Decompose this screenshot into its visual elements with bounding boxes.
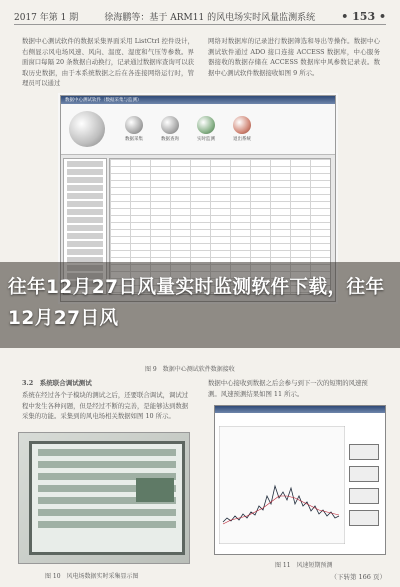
forecast-plot (219, 426, 345, 544)
continued-note: （下转第 166 页） (330, 573, 386, 581)
monitor-button: 实时监测 (195, 116, 217, 142)
monitor-display (29, 441, 185, 555)
body-text-left-top: 数据中心测试软件的数据采集界面采用 ListCtrl 控件设计，右侧显示风电场风速、风向、温度、湿度和气压等参数。界面窗口每隔 20 条数据自动换行，记录通过数据库查询可以获取历史数据，由于本系统数据之后在各连接网络运行时，管理员可以通过 (22, 37, 194, 87)
overlay-title: 往年12月27日风量实时监测软件下载，往年12月27日风 (8, 277, 385, 329)
figure-11-caption: 图 11 风速短期预测 (275, 562, 333, 569)
query-button: 数据查询 (159, 116, 181, 142)
body-text-right-top: 网络对数据库的记录进行数据筛选和导出等操作。数据中心测试软件通过 ADO 接口连接 ACCESS 数据库，中心服务器接收的数据存储在 ACCESS 数据库中风参数记录表。数据中心测试软件数据接收如图 9 所示。 (208, 37, 380, 77)
app-toolbar (123, 116, 253, 142)
running-header (14, 8, 386, 25)
figure-10-photo (18, 432, 190, 564)
body-text-right-bottom: 数据中心接收到数据之后会参与到下一次的短期的风速预测。风速预测结果如图 11 所示。 (208, 379, 368, 398)
header-issue: 2017 年第 1 期 (14, 12, 79, 23)
header-title: 徐海鹏等：基于 ARM11 的风电场实时风量监测系统 (104, 12, 316, 23)
plot-titlebar (215, 406, 385, 413)
reading-block (136, 478, 174, 502)
query-icon (161, 116, 179, 134)
collect-icon (125, 116, 143, 134)
app-titlebar: 数据中心测试软件（数据采集与监测） (61, 96, 335, 104)
prediction-readouts (349, 444, 379, 532)
university-logo-icon (69, 111, 105, 147)
monitor-icon (197, 116, 215, 134)
figure-10-caption: 图 10 风电场数据实时采集显示图 (45, 573, 139, 580)
header-page-number: • 153 • (341, 9, 386, 23)
app-banner (61, 104, 335, 155)
exit-icon (233, 116, 251, 134)
figure-11-window (214, 405, 386, 555)
collect-button: 数据采集 (123, 116, 145, 142)
figure-9-caption: 图 9 数据中心测试软件数据接收 (145, 366, 235, 373)
body-text-left-bottom: 系统在经过各个子模块的测试之后，还要联合调试，调试过程中发生各种问题，但是经过不断的完善，是能够达到数据采集的功能。采集到的风电场相关数据如图 10 所示。 (22, 391, 189, 420)
exit-button: 退出系统 (231, 116, 253, 142)
section-heading: 3.2 系统联合调试测试 (22, 379, 92, 387)
